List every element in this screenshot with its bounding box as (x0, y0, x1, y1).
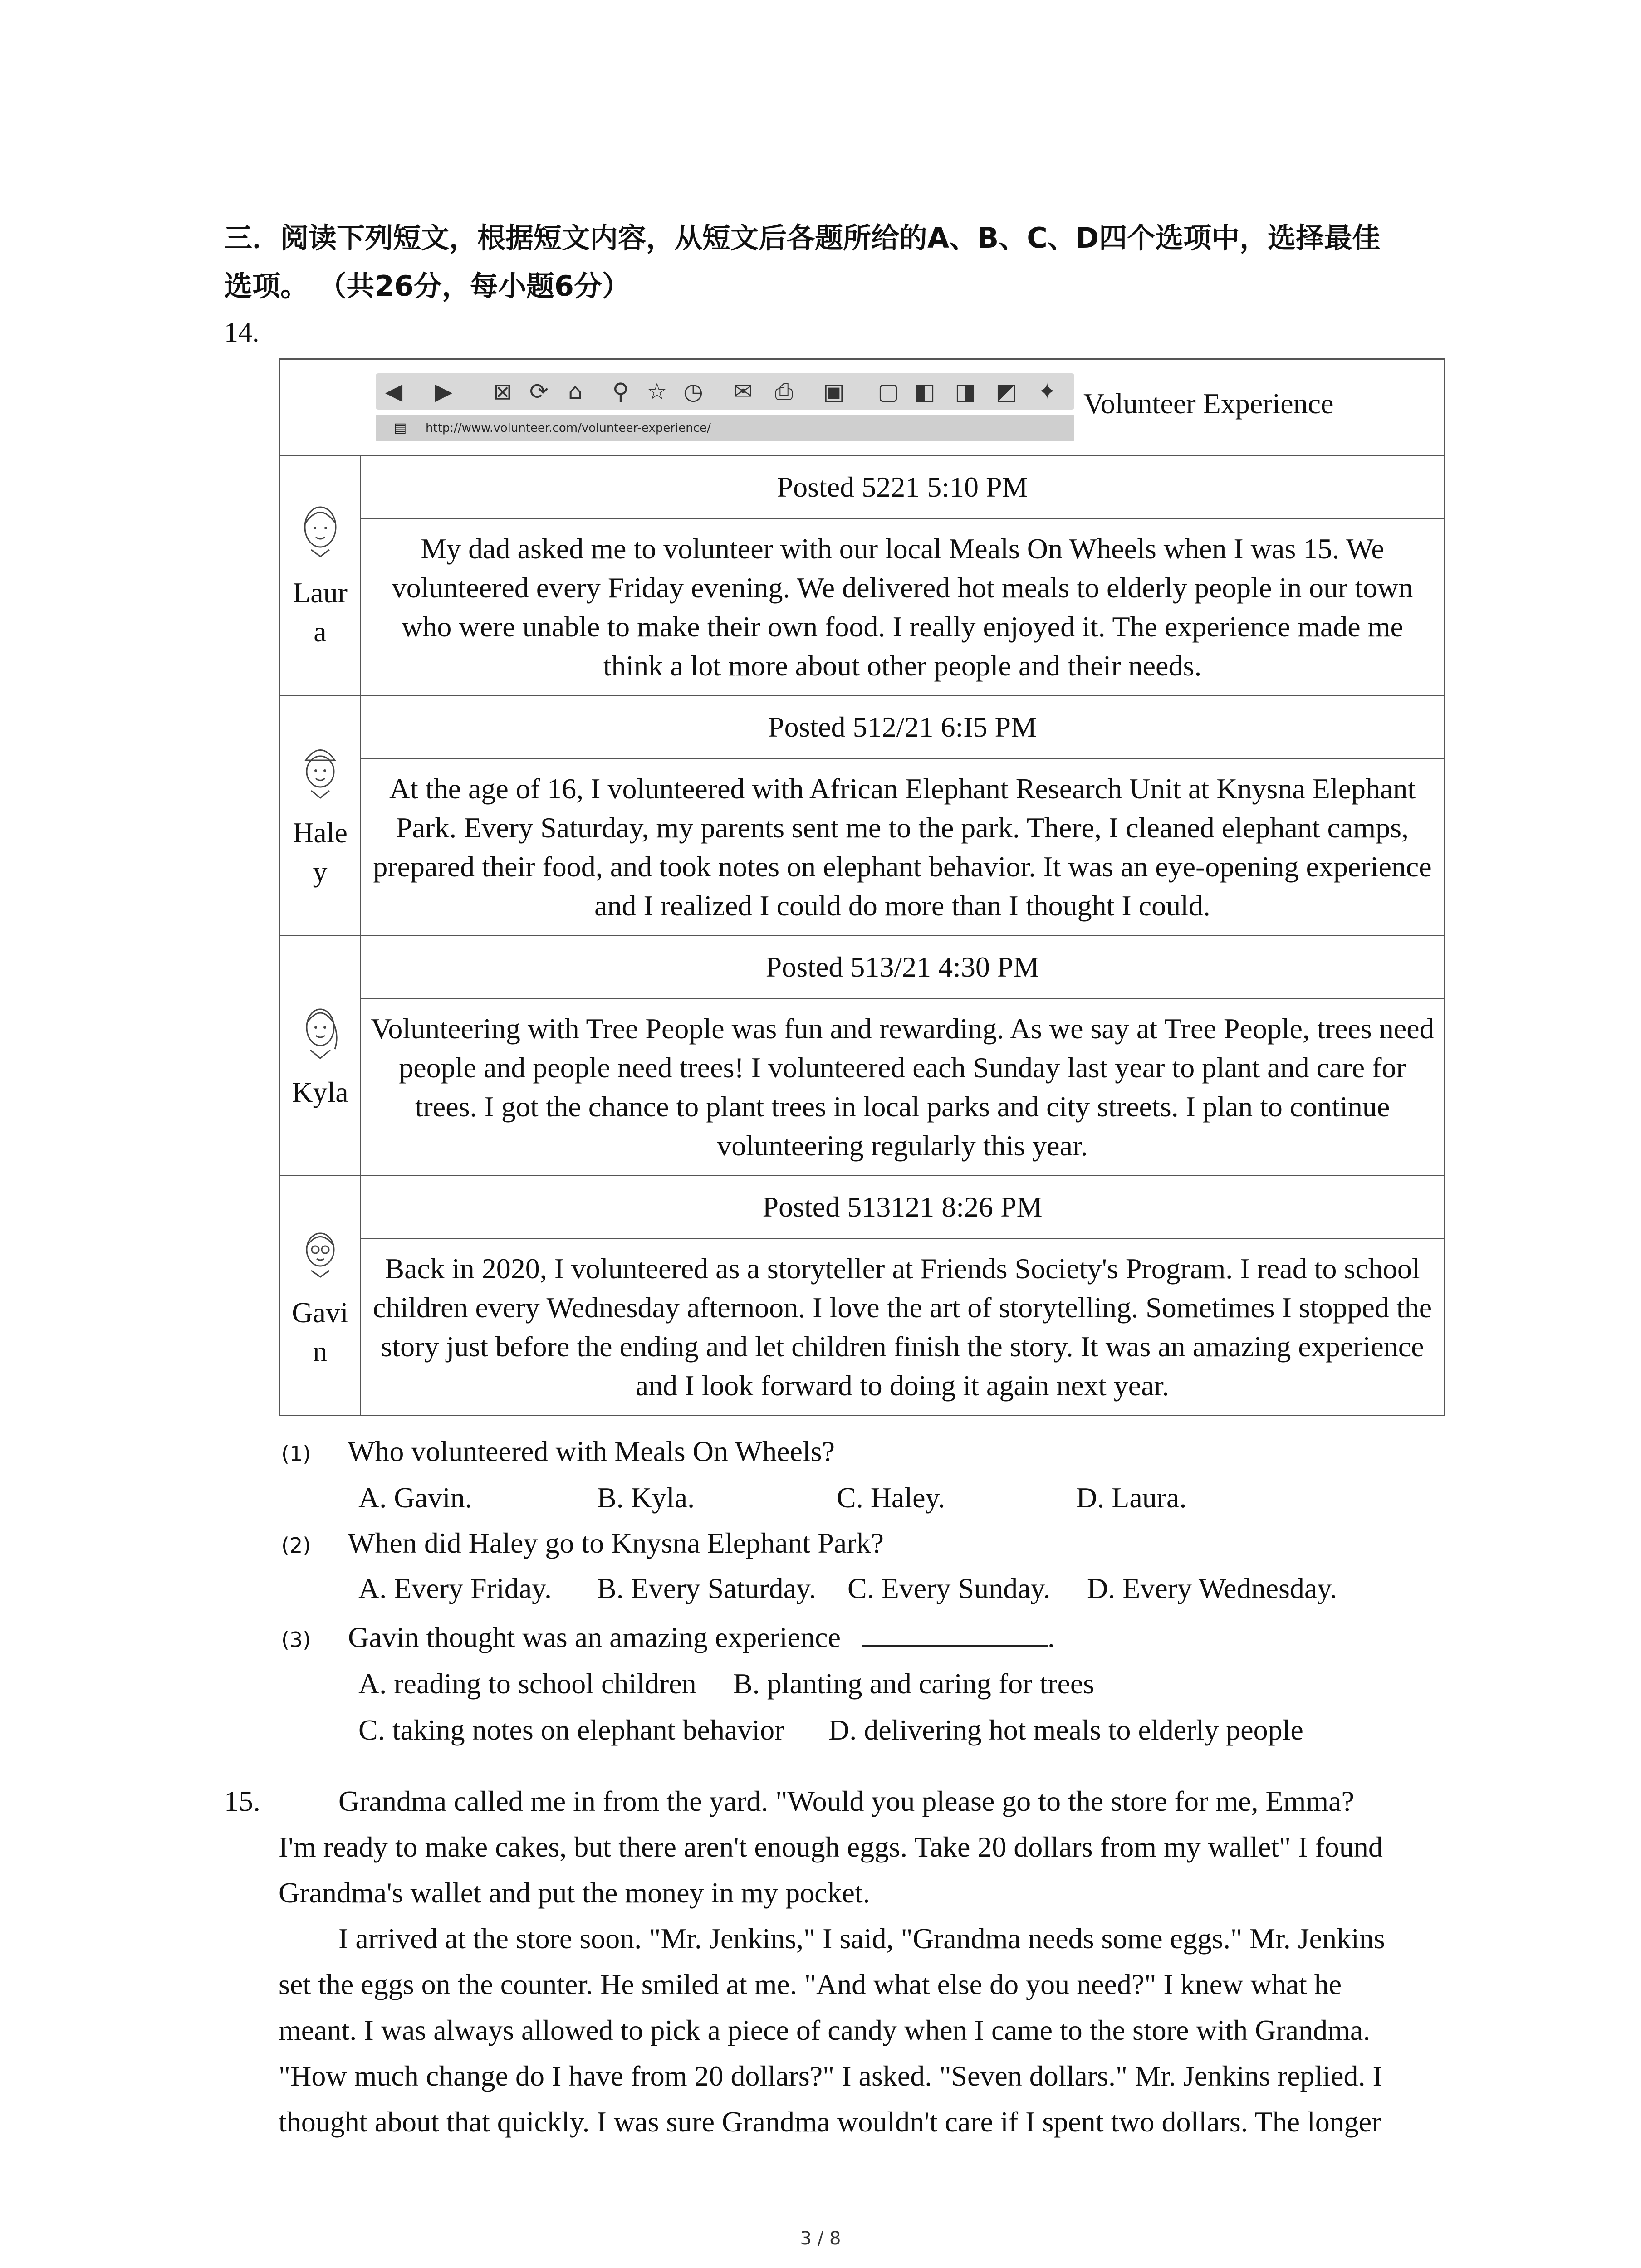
post-body-row (280, 519, 1445, 696)
option[interactable]: A. Gavin. (358, 1481, 472, 1514)
option[interactable]: C. Every Sunday. (847, 1572, 1051, 1604)
post-timestamp: Posted 512/21 6:I5 PM (361, 696, 1445, 759)
section-heading-line1: 三．阅读下列短文，根据短文内容，从短文后各题所给的A、B、C、D四个选项中，选择最佳 (224, 221, 1381, 254)
refresh-icon[interactable]: ⟳ (529, 378, 549, 405)
sub-question-text: Who volunteered with Meals On Wheels? (348, 1435, 835, 1467)
passage-line: thought about that quickly. I was sure Grandma wouldn't care if I spent two dollars. The longer (279, 2106, 1381, 2138)
page-number: 3 / 8 (800, 2228, 841, 2249)
sub-question-3: (3) Gavin thought was an amazing experience . (281, 1615, 1055, 1662)
girl-avatar-icon (298, 500, 343, 568)
discuss-icon[interactable]: ▢ (877, 378, 899, 405)
passage-line: Grandma's wallet and put the money in my pocket. (279, 1877, 870, 1909)
boy-glasses-avatar-icon (298, 1220, 343, 1288)
section-heading (224, 214, 1476, 310)
home-icon[interactable]: ⌂ (568, 378, 583, 405)
post-timestamp: Posted 5221 5:10 PM (361, 456, 1445, 519)
favorites-icon[interactable]: ☆ (647, 378, 667, 405)
forward-icon[interactable]: ▶ (435, 378, 453, 405)
passage-line: Grandma called me in from the yard. "Would you please go to the store for me, Emma? (338, 1785, 1354, 1817)
post-text: Volunteering with Tree People was fun and rewarding. As we say at Tree People, trees need people and people need trees! I volunteered each Sunday last year to plant and care for trees. I got the chance to plant trees in local parks and city streets. I plan to continue volunteering regularly this year. (361, 999, 1445, 1176)
option[interactable]: D. Every Wednesday. (1087, 1572, 1337, 1604)
volunteer-table (279, 358, 1445, 1416)
sub-question-number: (3) (281, 1628, 311, 1652)
author-name: Kyla (292, 1076, 348, 1108)
author-name: Gavin (292, 1296, 348, 1368)
post-body-row (280, 999, 1445, 1176)
sub-question-1 (281, 1429, 835, 1476)
browser-toolbar (376, 373, 1074, 410)
browser-row (280, 359, 1445, 456)
back-icon[interactable]: ◀ (385, 378, 403, 405)
question-14-number: 14. (224, 317, 260, 348)
section-heading-line2: 选项。 （共26分，每小题6分） (224, 269, 631, 303)
search-icon[interactable]: ⚲ (612, 378, 629, 405)
browser-cell (280, 359, 1445, 456)
post-body-row (280, 1239, 1445, 1416)
address-bar[interactable] (376, 415, 1074, 441)
sub-question-number: (2) (281, 1533, 311, 1558)
stop-icon[interactable]: ⊠ (493, 378, 512, 405)
page-icon: ▤ (394, 420, 407, 436)
post-header-row (280, 456, 1445, 519)
print-icon[interactable]: ⎙ (775, 378, 793, 405)
option[interactable]: B. planting and caring for trees (733, 1667, 1095, 1700)
avatar-cell (280, 456, 361, 696)
option[interactable]: A. Every Friday. (358, 1572, 552, 1604)
mail-icon[interactable]: ✉ (734, 378, 753, 405)
option[interactable]: D. delivering hot meals to elderly people (828, 1714, 1303, 1746)
post-header-row (280, 696, 1445, 759)
option[interactable]: C. taking notes on elephant behavior (358, 1714, 784, 1746)
option[interactable]: A. reading to school children (358, 1667, 696, 1700)
messenger-icon[interactable]: ◧ (914, 378, 936, 405)
post-text: At the age of 16, I volunteered with African Elephant Research Unit at Knysna Elephant Park. Every Saturday, my parents sent me to the park. There, I cleaned elephant camps, prepared their food, and took notes on elephant behavior. It was an eye-opening experience and I realized I could do more than I thought I could. (361, 759, 1445, 936)
post-body-row (280, 759, 1445, 936)
passage-line: set the eggs on the counter. He smiled at me. "And what else do you need?" I knew what he (279, 1968, 1342, 2000)
passage-line: meant. I was always allowed to pick a piece of candy when I came to the store with Grandma. (279, 2014, 1371, 2046)
sub-question-2 (281, 1520, 884, 1568)
research-icon[interactable]: ◨ (955, 378, 976, 405)
author-name: Laura (293, 577, 348, 648)
site-title: Volunteer Experience (1083, 387, 1334, 420)
sub-question-number: (1) (281, 1442, 311, 1466)
address-url: http://www.volunteer.com/volunteer-experience/ (426, 421, 711, 435)
question-15-number: 15. (224, 1785, 260, 1817)
tools-icon[interactable]: ✦ (1038, 378, 1057, 405)
avatar-cell (280, 1176, 361, 1416)
passage-line: I'm ready to make cakes, but there aren't enough eggs. Take 20 dollars from my wallet" I found (279, 1831, 1383, 1863)
avatar-cell (280, 696, 361, 936)
history-icon[interactable]: ◷ (683, 378, 703, 405)
author-name: Haley (293, 816, 348, 888)
avatar-cell (280, 936, 361, 1176)
post-text: My dad asked me to volunteer with our local Meals On Wheels when I was 15. We volunteered every Friday evening. We delivered hot meals to elderly people in our town who were unable to make their own food. I really enjoyed it. The experience made me think a lot more about other people and their needs. (361, 519, 1445, 696)
post-header-row (280, 936, 1445, 999)
girl-ponytail-avatar-icon (298, 999, 343, 1067)
passage-line: I arrived at the store soon. "Mr. Jenkins," I said, "Grandma needs some eggs." Mr. Jenkins (338, 1922, 1385, 1955)
option[interactable]: B. Kyla. (597, 1481, 695, 1514)
answer-blank[interactable] (862, 1617, 1048, 1647)
boy-cap-avatar-icon (298, 740, 343, 808)
sub-question-text: Gavin thought was an amazing experience (348, 1621, 841, 1653)
post-timestamp: Posted 513/21 4:30 PM (361, 936, 1445, 999)
option[interactable]: D. Laura. (1076, 1481, 1187, 1514)
media-icon[interactable]: ◩ (995, 378, 1017, 405)
edit-icon[interactable]: ▣ (823, 378, 845, 405)
post-text: Back in 2020, I volunteered as a storyteller at Friends Society's Program. I read to school children every Wednesday afternoon. I love the art of storytelling. Sometimes I stopped the story just before the ending and let children finish the story. It was an amazing experience and I look forward to doing it again next year. (361, 1239, 1445, 1416)
sub-question-text: When did Haley go to Knysna Elephant Park? (348, 1527, 884, 1559)
option[interactable]: C. Haley. (837, 1481, 945, 1514)
post-timestamp: Posted 513121 8:26 PM (361, 1176, 1445, 1239)
post-header-row (280, 1176, 1445, 1239)
passage-line: "How much change do I have from 20 dollars?" I asked. "Seven dollars." Mr. Jenkins replied. I (279, 2060, 1382, 2092)
option[interactable]: B. Every Saturday. (597, 1572, 816, 1604)
